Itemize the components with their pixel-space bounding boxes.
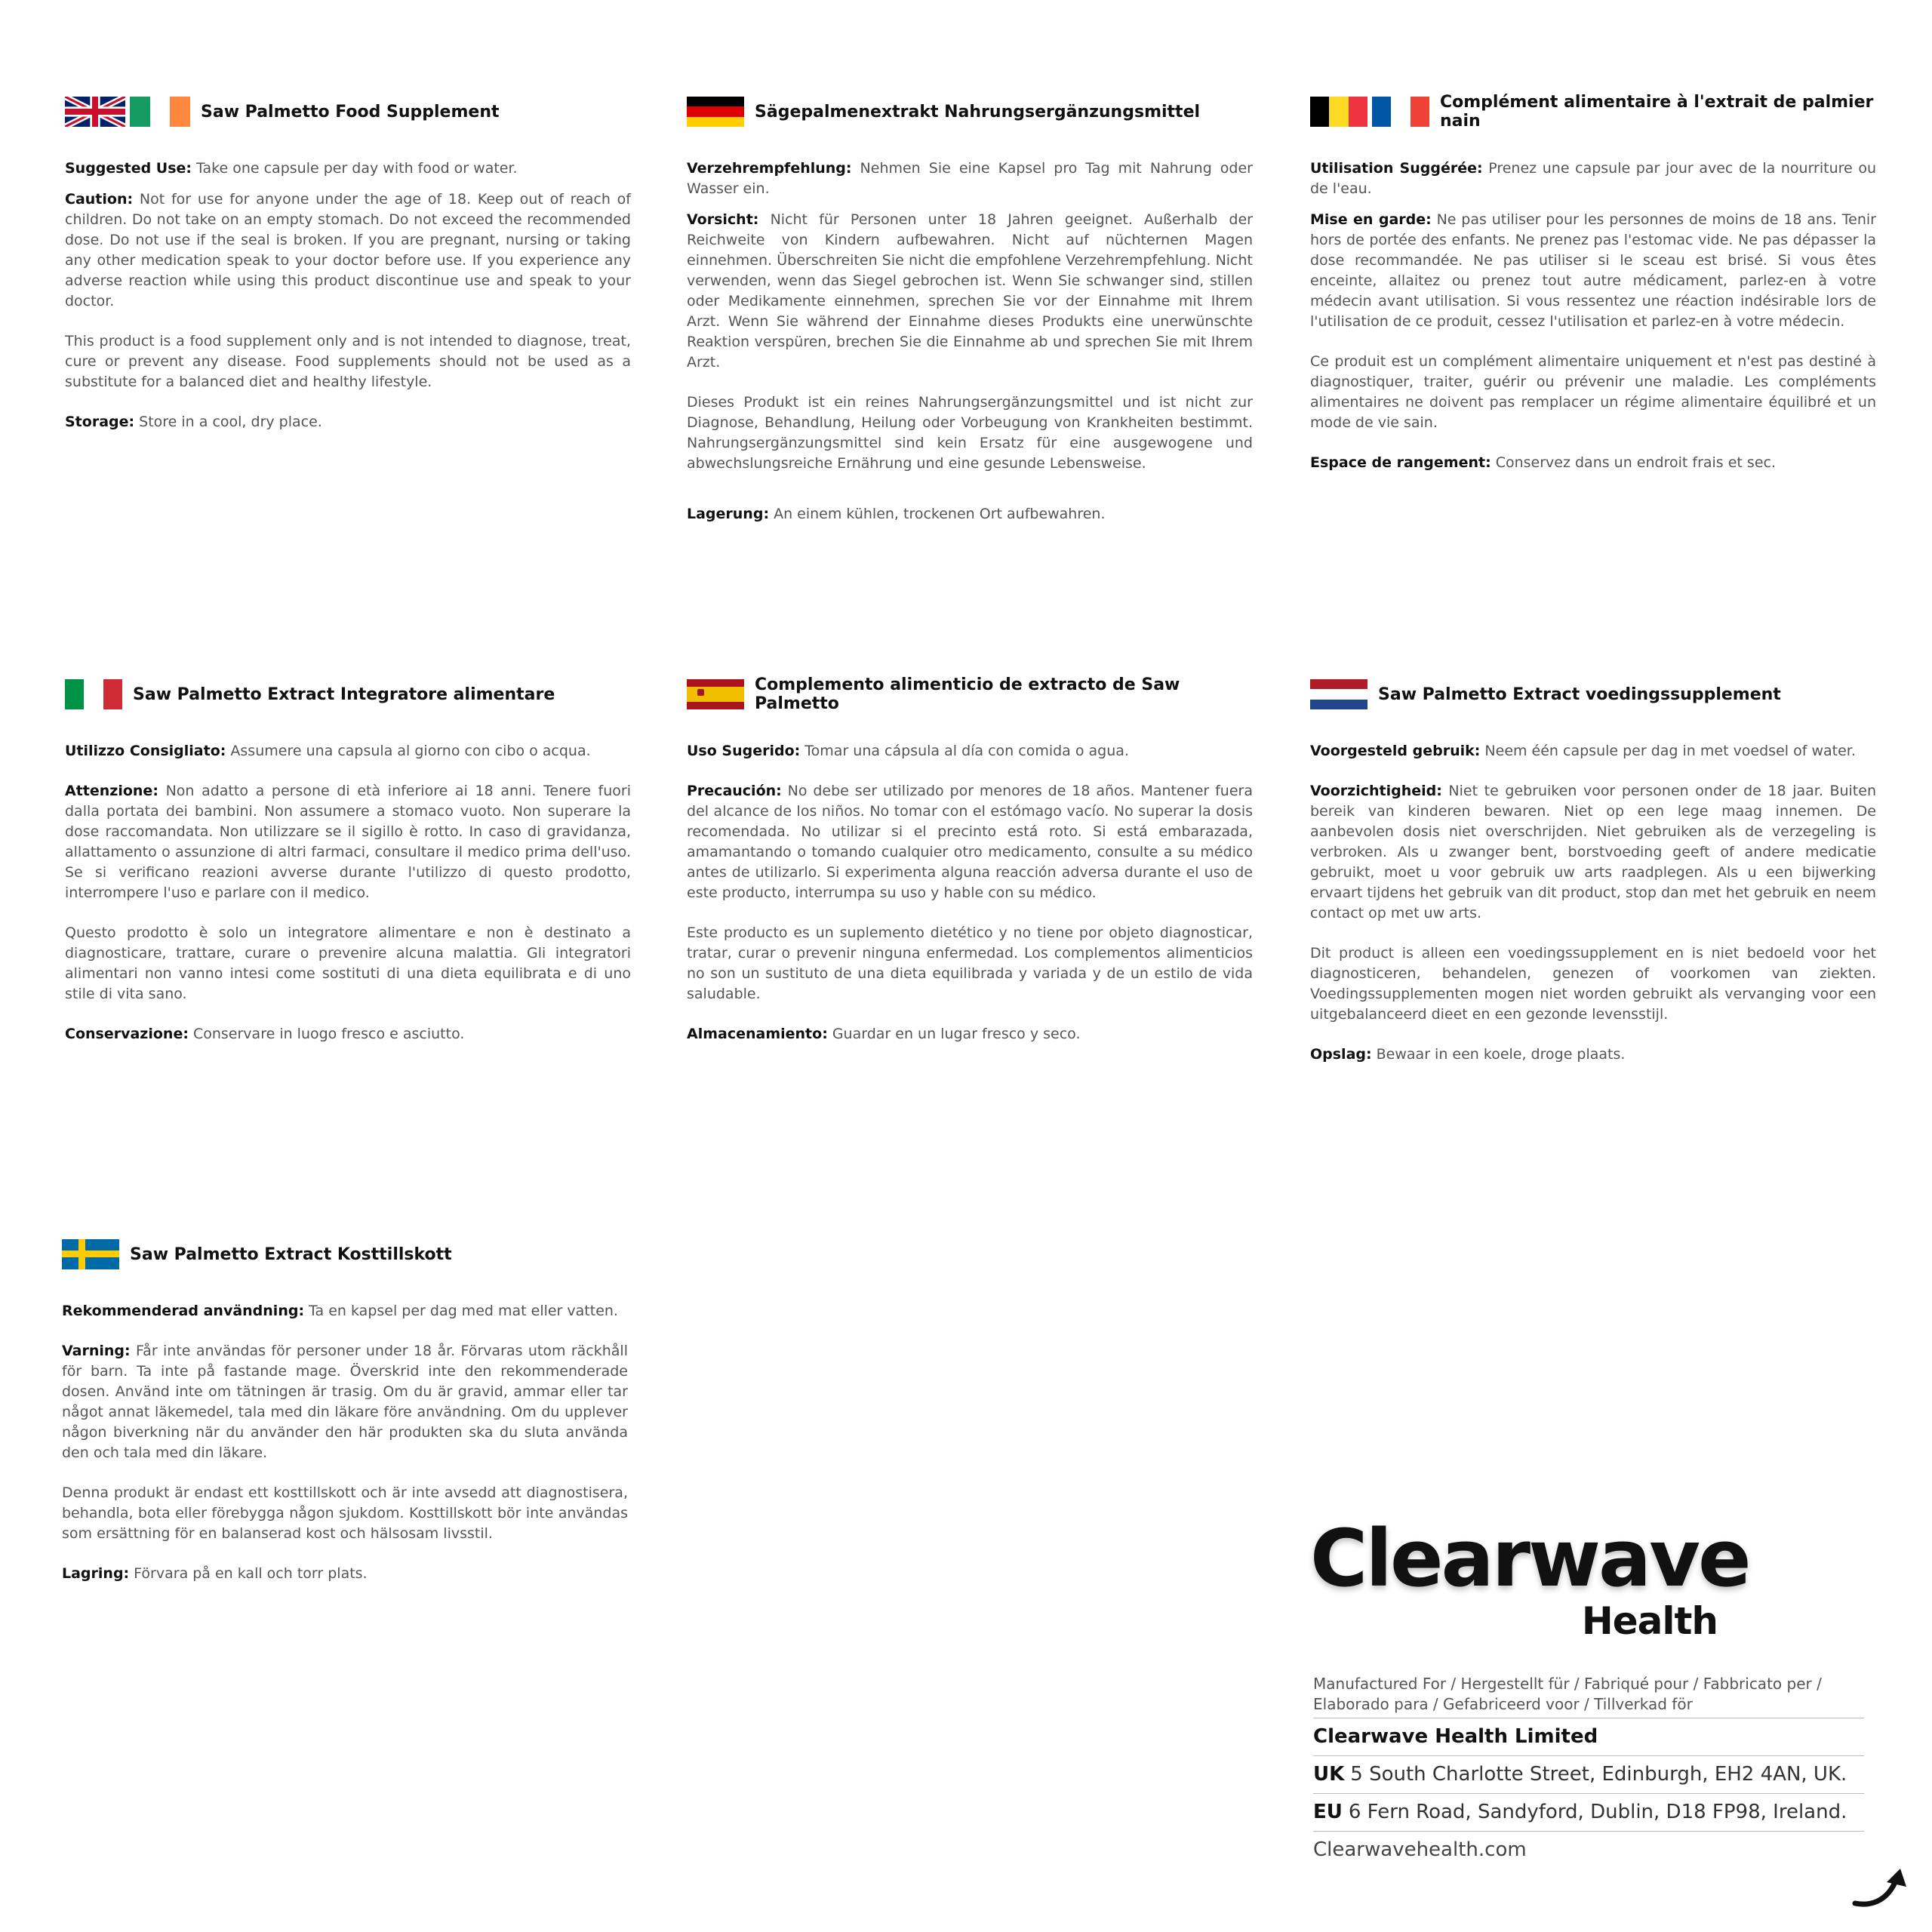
eu-address: EU 6 Fern Road, Sandyford, Dublin, D18 FP98, Ireland. <box>1313 1793 1864 1831</box>
caution-text: Voorzichtigheid: Niet te gebruiken voor personen onder de 18 jaar. Buiten bereik van kinderen bewaren. Niet op een lege maag innemen. De aanbevolen dosis niet overschrijden. Niet gebruiken als de verzegeling is verbroken. Als u zwanger bent, borstvoeding geeft of andere medicatie gebruikt, moet u voor gebruik uw arts raadplegen. Als u een bijwerking ervaart tijdens het gebruik van dit product, stop dan met het gebruik en neem contact op met uw arts. <box>1310 783 1876 921</box>
storage-text: Lagring: Förvara på en kall och torr plats. <box>62 1565 368 1582</box>
suggested-use: Voorgesteld gebruik: Neem één capsule per dag in met voedsel of water. <box>1310 743 1856 759</box>
section-swedish <box>62 1238 628 1604</box>
flag-group <box>62 1239 119 1269</box>
curved-arrow-icon <box>1852 1864 1915 1909</box>
logo-wordmark: Clearwave <box>1310 1512 1749 1604</box>
caution-text: Attenzione: Non adatto a persone di età inferiore ai 18 anni. Tenere fuori dalla portata dei bambini. Non assumere a stomaco vuoto. Non superare la dose raccomandata. Non utilizzare se il sigillo è rotto. In caso di gravidanza, allattamento o assunzione di altri farmaci, consultare il medico prima dell'uso. Se si verificano reazioni avverse durante l'utilizzo di questo prodotto, interrompere l'uso e parlare con il medico. <box>65 783 631 901</box>
disclaimer-text: Questo prodotto è solo un integratore alimentare e non è destinato a diagnosticare, trattare, curare o prevenire alcuna malattia. Gli integratori alimentari non vanno intesi come sostituti di una dieta equilibrata e di uno stile di vita sano. <box>65 924 631 1002</box>
storage-text: Storage: Store in a cool, dry place. <box>65 414 322 430</box>
section-header <box>687 95 1253 128</box>
suggested-use: Rekommenderad användning: Ta en kapsel per dag med mat eller vatten. <box>62 1303 618 1319</box>
section-body <box>1310 158 1876 473</box>
suggested-use: Verzehrempfehlung: Nehmen Sie eine Kapsel pro Tag mit Nahrung oder Wasser ein. <box>687 160 1253 197</box>
caution-text: Mise en garde: Ne pas utiliser pour les personnes de moins de 18 ans. Tenir hors de portée des enfants. Ne prenez pas l'estomac vide. Ne pas dépasser la dose recommandée. Ne pas utiliser si le sceau est brisé. Si vous êtes enceinte, allaitez ou prenez tout autre médicament, parlez-en à votre médecin avant utilisation. Si vous ressentez une réaction indésirable lors de l'utilisation de ce produit, cessez l'utilisation et parlez-en à votre médecin. <box>1310 211 1876 330</box>
section-title: Complément alimentaire à l'extrait de palmier nain <box>1440 93 1874 131</box>
brand-logo <box>1310 1512 1899 1643</box>
sweden-flag-icon <box>62 1239 119 1269</box>
section-italian <box>65 678 631 1064</box>
flag-group <box>1310 679 1367 709</box>
flag-group <box>65 97 190 127</box>
storage-text: Lagerung: An einem kühlen, trockenen Ort aufbewahren. <box>687 506 1106 522</box>
france-flag-icon <box>1372 97 1429 127</box>
netherlands-flag-icon <box>1310 679 1367 709</box>
section-french <box>1310 95 1876 493</box>
suggested-use: Uso Sugerido: Tomar una cápsula al día con comida o agua. <box>687 743 1129 759</box>
section-header <box>687 675 1253 713</box>
section-body <box>687 741 1253 1044</box>
section-header <box>1310 678 1876 711</box>
disclaimer-text: Dieses Produkt ist ein reines Nahrungsergänzungsmittel und ist nicht zur Diagnose, Behandlung, Heilung oder Vorbeugung von Krankheiten bestimmt. Nahrungsergänzungsmittel sind kein Ersatz für eine ausgewogene und abwechslungsreiche Ernährung und eine gesunde Lebensweise. <box>687 394 1253 472</box>
section-title: Saw Palmetto Extract Integratore alimentare <box>133 685 555 704</box>
disclaimer-text: Este producto es un suplemento dietético y no tiene por objeto diagnosticar, tratar, curar o prevenir ninguna enfermedad. Los complementos alimenticios no son un sustituto de una dieta equilibrada y variada y de un estilo de vida saludable. <box>687 924 1253 1002</box>
germany-flag-icon <box>687 97 744 127</box>
section-title: Sägepalmenextrakt Nahrungsergänzungsmittel <box>755 102 1201 122</box>
section-header <box>65 95 631 128</box>
section-header <box>62 1238 628 1271</box>
logo-subtitle: Health <box>1581 1599 1718 1643</box>
flag-group <box>687 97 744 127</box>
belgium-flag-icon <box>1310 97 1367 127</box>
section-body <box>65 158 631 432</box>
italy-flag-icon <box>65 679 122 709</box>
suggested-use: Suggested Use: Take one capsule per day with food or water. <box>65 160 518 177</box>
disclaimer-text: Dit product is alleen een voedingssupplement en is niet bedoeld voor het diagnosticeren, behandelen, genezen of voorkomen van ziekten. Voedingssupplementen mogen niet worden gebruikt als vervanging voor een uitgebalanceerd dieet en een gezonde levensstijl. <box>1310 945 1876 1023</box>
manufactured-for: Manufactured For / Hergestellt für / Fabriqué pour / Fabbricato per / Elaborado para / Gefabriceerd voor / Tillverkad för <box>1313 1675 1822 1713</box>
disclaimer-text: Denna produkt är endast ett kosttillskott och är inte avsedd att diagnostisera, behandla, bota eller förebygga någon sjukdom. Kosttillskott bör inte användas som ersättning för en balanserad kost och hälsosam livsstil. <box>62 1484 628 1542</box>
caution-text: Precaución: No debe ser utilizado por menores de 18 años. Mantener fuera del alcance de los niños. No tomar con el estómago vacío. No superar la dosis recomendada. No utilizar si el precinto está roto. Si está embarazada, amamantando o tomando cualquier otro medicamento, consulte a su médico antes de utilizarlo. Si experimenta alguna reacción adversa durante el uso de este producto, interrumpa su uso y hable con su médico. <box>687 783 1253 901</box>
caution-text: Caution: Not for use for anyone under the age of 18. Keep out of reach of children. Do not take on an empty stomach. Do not exceed the recommended dose. Do not use if the seal is broken. If you are pregnant, nursing or taking any other medication speak to your doctor before use. If you experience any adverse reaction while using this product discontinue use and speak to your doctor. <box>65 191 631 309</box>
section-spanish <box>687 675 1253 1064</box>
section-title: Saw Palmetto Food Supplement <box>201 102 500 122</box>
section-body <box>62 1301 628 1584</box>
website-link[interactable]: Clearwavehealth.com <box>1313 1831 1864 1869</box>
section-body <box>65 741 631 1044</box>
section-title: Complemento alimenticio de extracto de Saw Palmetto <box>755 675 1180 713</box>
section-body <box>1310 741 1876 1065</box>
uk-address: UK 5 South Charlotte Street, Edinburgh, EH2 4AN, UK. <box>1313 1755 1864 1793</box>
section-header <box>65 678 631 711</box>
ireland-flag-icon <box>130 97 190 127</box>
section-english <box>65 95 631 452</box>
flag-group <box>65 679 122 709</box>
spain-flag-icon <box>687 679 744 709</box>
section-german <box>687 95 1253 544</box>
storage-text: Almacenamiento: Guardar en un lugar fresco y seco. <box>687 1026 1081 1042</box>
disclaimer-text: Ce produit est un complément alimentaire uniquement et n'est pas destiné à diagnostiquer, traiter, guérir ou prévenir une maladie. Les compléments alimentaires ne doivent pas remplacer un régime alimentaire équilibré et un mode de vie sain. <box>1310 353 1876 431</box>
uk-flag-icon <box>65 97 125 127</box>
section-header <box>1310 93 1876 131</box>
section-body <box>687 158 1253 525</box>
flag-group <box>1310 97 1429 127</box>
storage-text: Conservazione: Conservare in luogo fresco e asciutto. <box>65 1026 465 1042</box>
flag-group <box>687 679 744 709</box>
section-dutch <box>1310 678 1876 1084</box>
storage-text: Espace de rangement: Conservez dans un endroit frais et sec. <box>1310 454 1776 471</box>
company-name: Clearwave Health Limited <box>1313 1718 1864 1755</box>
manufacturer-details <box>1313 1718 1864 1869</box>
caution-text: Vorsicht: Nicht für Personen unter 18 Jahren geeignet. Außerhalb der Reichweite von Kindern aufbewahren. Nicht auf nüchternen Magen einnehmen. Überschreiten Sie nicht die empfohlene Verzehrempfehlung. Nicht verwenden, wenn das Siegel gebrochen ist. Wenn Sie schwanger sind, stillen oder Medikamente einnehmen, sprechen Sie vor der Einnahme mit Ihrem Arzt. Wenn Sie während der Einnahme dieses Produkts eine unerwünschte Reaktion verspüren, brechen Sie die Einnahme ab und sprechen Sie mit Ihrem Arzt. <box>687 211 1253 371</box>
suggested-use: Utilisation Suggérée: Prenez une capsule par jour avec de la nourriture ou de l'eau. <box>1310 160 1876 197</box>
disclaimer-text: This product is a food supplement only and is not intended to diagnose, treat, cure or prevent any disease. Food supplements should not be used as a substitute for a balanced diet and healthy lifestyle. <box>65 333 631 390</box>
suggested-use: Utilizzo Consigliato: Assumere una capsula al giorno con cibo o acqua. <box>65 743 591 759</box>
caution-text: Varning: Får inte användas för personer under 18 år. Förvaras utom räckhåll för barn. Ta inte på fastande mage. Överskrid inte den rekommenderade dosen. Använd inte om tätningen är trasig. Om du är gravid, ammar eller tar något annat läkemedel, tala med din läkare före användning. Om du upplever någon biverkning när du använder den här produkten ska du sluta använda den och tala med din läkare. <box>62 1343 628 1461</box>
section-title: Saw Palmetto Extract voedingssupplement <box>1378 685 1781 704</box>
storage-text: Opslag: Bewaar in een koele, droge plaats. <box>1310 1046 1626 1063</box>
section-title: Saw Palmetto Extract Kosttillskott <box>130 1244 452 1264</box>
